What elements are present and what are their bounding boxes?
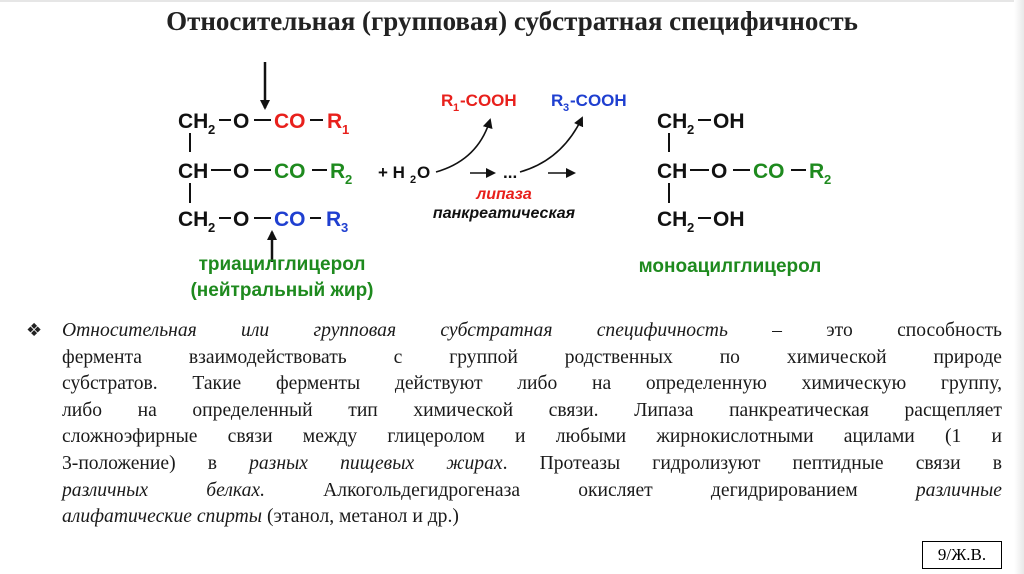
product-row3-oh: OH [713, 208, 745, 231]
acid2-cooh: -COOH [570, 91, 627, 110]
product-row1-ch: CH [657, 110, 688, 133]
reactant-row3-o: O [233, 208, 250, 231]
page-badge: 9/Ж.В. [922, 541, 1002, 569]
reactant-row1-o: O [233, 110, 250, 133]
product-row3-ch: CH [657, 208, 688, 231]
reactant-row3-co: CO [274, 208, 306, 231]
reactant-row1-r-sub: 1 [342, 122, 350, 137]
monoacylglycerol-structure [657, 110, 831, 235]
reactant-row2-ch: CH [178, 160, 209, 183]
enzyme-name-line2: панкреатическая [432, 205, 576, 222]
reactant-row2-o: O [233, 160, 250, 183]
reactant-name-line1: триацилглицерол [198, 254, 366, 275]
line7-part-b: Алкогольдегидрогеназа окисляет дегидрированием [264, 479, 916, 501]
product-row2-ch: CH [657, 160, 688, 183]
reactant-row2-r-sub: 2 [345, 172, 353, 187]
product-row1-oh: OH [713, 110, 745, 133]
term-italic: Относительная или групповая субстратная специфичность [62, 320, 728, 341]
water-o: O [417, 163, 431, 182]
line6-italic: разных пищевых жирах [249, 452, 503, 474]
reactant-row3-ch: CH [178, 208, 209, 231]
product-name: моноацилглицерол [638, 256, 822, 277]
reactant-row1-r: R [327, 110, 343, 133]
reactant-row1-ch-sub: 2 [208, 122, 216, 137]
paragraph-line-5: сложноэфирные связи между глицеролом и любыми жирнокислотными ацилами (1 и [62, 426, 1002, 448]
acid2-r: R [551, 91, 564, 110]
water-plus-h: + H [378, 163, 405, 182]
acid1-cooh: -COOH [460, 91, 517, 110]
paragraph-line-2: фермента взаимодействовать с группой родственных по химической природе [62, 346, 1002, 368]
reactant-row2-co: CO [274, 160, 306, 183]
line7-italic: различных белках. [62, 479, 265, 501]
water-sub: 2 [410, 174, 417, 186]
reactant-row2-r: R [330, 160, 346, 183]
line7-italic-2: различные [915, 479, 1002, 501]
reactant-row3-ch-sub: 2 [208, 220, 216, 235]
paragraph-line-3: субстратов. Такие ферменты действуют либо на определенную химическую группу, [62, 373, 1002, 395]
reactant-row1-ch: CH [178, 110, 209, 133]
line8-part-b: (этанол, метанол и др.) [262, 506, 459, 528]
acid1-r: R [441, 91, 454, 110]
reactant-row3-r: R [326, 208, 342, 231]
line6-part-a: 3-положение) в [62, 452, 250, 474]
product-row1-ch-sub: 2 [687, 122, 695, 137]
release-arrow-acid1 [436, 120, 490, 172]
line8-italic: алифатические спирты [62, 506, 263, 528]
reactant-row3-r-sub: 3 [341, 220, 349, 235]
release-arrow-acid2 [520, 118, 582, 172]
paragraph-line-8 [62, 504, 1002, 531]
acid1 [441, 91, 517, 114]
product-row2-r: R [809, 160, 825, 183]
paragraph-line-4: либо на определенный тип химической связи. Липаза панкреатическая расщепляет [62, 399, 1002, 421]
diamond-bullet-icon: ❖ [26, 320, 43, 341]
acid1-sub: 1 [453, 102, 460, 114]
intermediate-ellipsis: ... [503, 163, 518, 182]
product-row2-o: O [711, 160, 728, 183]
product-row2-r-sub: 2 [824, 172, 832, 187]
paragraph-line-6 [62, 451, 1002, 478]
acid2-sub: 3 [563, 102, 570, 114]
slide-title: Относительная (групповая) субстратная специфичность [166, 6, 858, 36]
reactant-row1-co: CO [274, 110, 306, 133]
water-reagent [378, 163, 430, 186]
product-row2-co: CO [753, 160, 785, 183]
paragraph-line-7 [62, 478, 1002, 505]
reactant-name-line2: (нейтральный жир) [190, 280, 374, 301]
triacylglycerol-structure [178, 110, 352, 235]
line1-rest: – это способность [727, 320, 1002, 341]
enzyme-name-line1: липаза [476, 186, 532, 203]
line6-part-b: . Протеазы гидролизуют пептидные связи в [502, 452, 1002, 474]
acid2 [551, 91, 627, 114]
definition-paragraph [62, 318, 1002, 531]
paragraph-line-1 [62, 318, 1002, 345]
product-row3-ch-sub: 2 [687, 220, 695, 235]
